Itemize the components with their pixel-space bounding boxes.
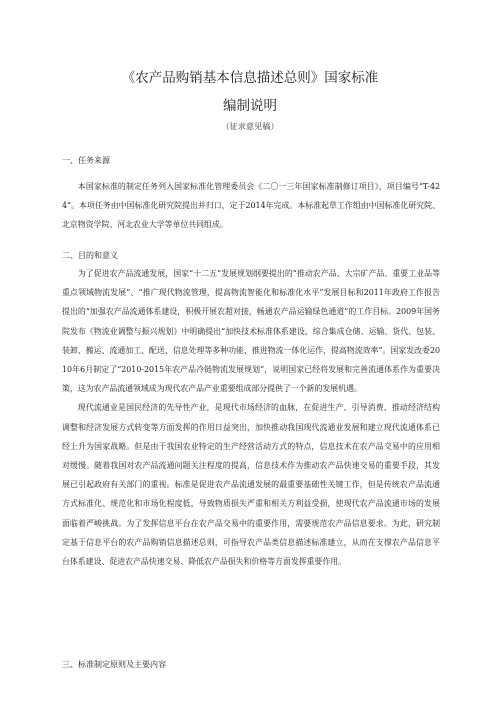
paragraph: 本国家标准的制定任务列入国家标准化管理委员会《二〇一三年国家标准制修订项目》，项目编号“T-424”。本项任务由中国标准化研究院提出并归口，定于2014年完成。本标准起草工作组由中国标准化研究院、北京物资学院、河北农业大学等单位共同组成。 <box>62 182 440 230</box>
document-title: 《农产品购销基本信息描述总则》国家标准 <box>121 70 379 86</box>
section-heading-principles: 三、标准制定原则及主要内容 <box>62 660 166 669</box>
section-heading-task-source: 一、任务来源 <box>62 156 110 165</box>
section-body-purpose <box>62 264 440 571</box>
draft-note: （征求意见稿） <box>221 121 279 131</box>
paragraph: 现代流通业是国民经济的先导性产业，是现代市场经济的血脉，在促进生产、引导消费、推动经济结构调整和经济发展方式转变等方面发挥的作用日益突出，加快推动我国现代流通业发展和建立现代流通体系已经上升为国家战略。但是由于我国农业特定的生产经营活动方式的特点，信息技术在农产品交易中的应用相对缓慢。随着我国对农产品流通问题关注程度的提高，信息技术作为推动农产品快速交易的重要手段，其发展已引起政府有关部门的重视。标准是促进农产品流通发展的最重要基础性关键工作，但是传统农产品流通方式标准化、规范化和市场化程度低，导致物质损失严重和相关方利益受损，使现代农产品流通市场的发展面临着严峻挑战。为了发挥信息平台在农产品交易中的重要作用，需要规范农产品信息要求。为此，研究制定基于信息平台的农产品购销信息描述总则，可指导农产品类信息描述标准建立，从而在支撑农产品信息平台体系建设、促进农产品快速交易、降低农产品损失和价格等方面发挥重要作用。 <box>62 403 440 567</box>
paragraph: 为了促进农产品流通发展，国家“十二五”发展规划纲要提出的“推动农产品、大宗矿产品、重要工业品等重点领域物流发展”、“推广现代物流管理，提高物流智能化和标准化水平”发展目标和2011年政府工作报告提出的“加强农产品流通体系建设，积极开展农超对接，畅通农产品运输绿色通道”的工作目标。2009年国务院发布《物流业调整与振兴规划》中明确提出“加快技术标准体系建设，综合集成仓储、运输、货代、包装、装卸、搬运、流通加工、配送、信息处理等多种功能，推进物流一体化运作，提高物流效率”。国家发改委2010年6月制定了“2010-2015年农产品冷链物流发展规划”，说明国家已经将发展和完善流通体系作为重要决策，这为农产品流通领域成为现代农产品产业重要组成部分提供了一个新的发展机遇。 <box>62 269 440 394</box>
document-subtitle: 编制说明 <box>223 98 277 114</box>
section-heading-purpose: 二、目的和意义 <box>62 251 118 260</box>
section-body-task-source <box>62 177 440 235</box>
